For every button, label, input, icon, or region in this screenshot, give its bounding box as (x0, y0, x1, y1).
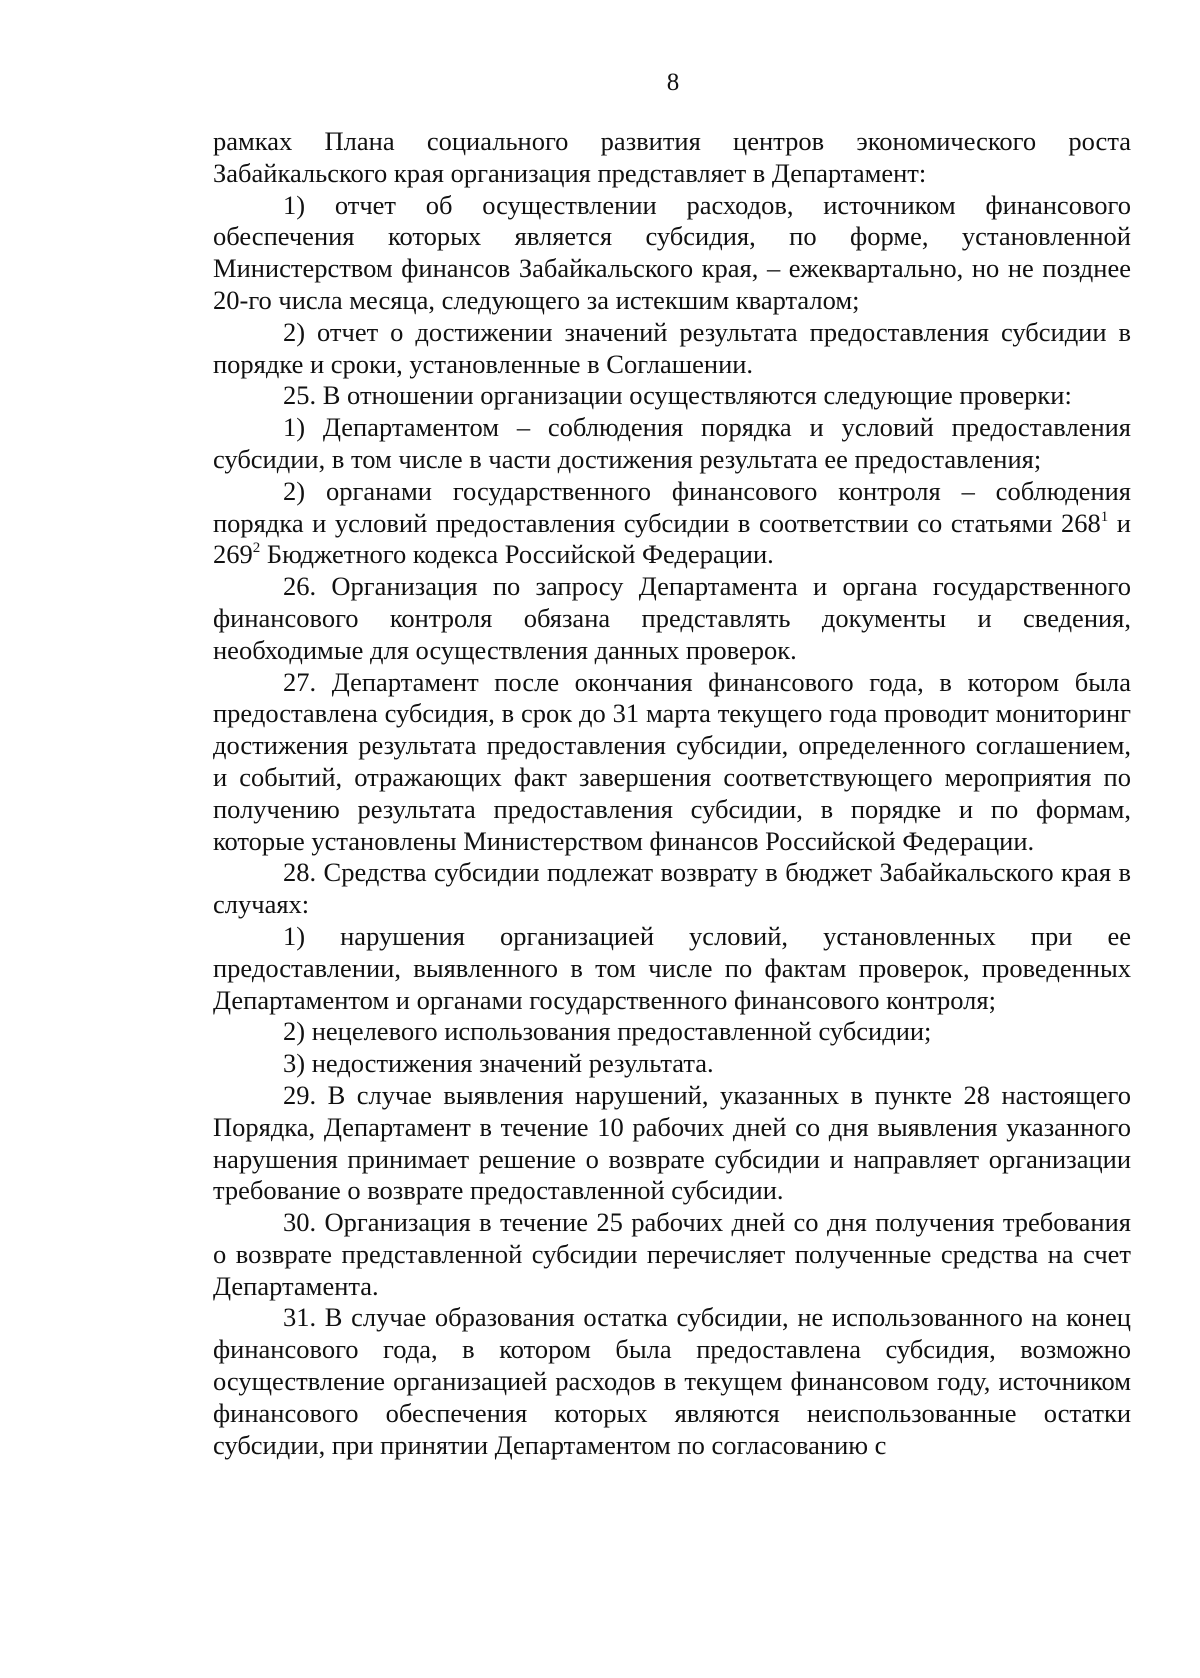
paragraph-25: 25. В отношении организации осуществляются следующие проверки: (283, 380, 1072, 411)
paragraph-25-item-1: 1) Департаментом – соблюдения порядка и условий предоставления субсидии, в том числе в части достижения результата ее предоставления; (213, 412, 1131, 474)
paragraph-28-item-3: 3) недостижения значений результата. (283, 1048, 714, 1079)
paragraph-28-item-2: 2) нецелевого использования предоставленной субсидии; (283, 1016, 932, 1047)
superscript-1: 1 (1100, 508, 1109, 525)
paragraph-intro: рамках Плана социального развития центров экономического роста Забайкальского края организация представляет в Департамент: (213, 126, 1131, 188)
paragraph-25-item-2-tail: Бюджетного кодекса Российской Федерации. (260, 539, 774, 570)
paragraph-25-item-2-text: 2) органами государственного финансового контроля – соблюдения порядка и условий предоставления субсидии в соответствии со статьями 268 (213, 475, 1131, 538)
paragraph-30: 30. Организация в течение 25 рабочих дней со дня получения требования о возврате представленной субсидии перечисляет полученные средства на счет Департамента. (213, 1207, 1131, 1301)
page-number: 8 (666, 69, 680, 96)
paragraph-25-item-2-mid: и 269 (213, 507, 1131, 570)
paragraph-26: 26. Организация по запросу Департамента и органа государственного финансового контроля обязана представлять документы и сведения, необходимые для осуществления данных проверок. (213, 571, 1131, 665)
paragraph-28: 28. Средства субсидии подлежат возврату в бюджет Забайкальского края в случаях: (213, 857, 1131, 920)
paragraph-31: 31. В случае образования остатка субсидии, не использованного на конец финансового года, в котором была предоставлена субсидия, возможно осуществление организацией расходов в текущем финансовом году, источником финансового обеспечения которых являются неиспользованные остатки субсидии, при принятии Департаментом по согласованию с (213, 1302, 1131, 1460)
paragraph-25-item-2 (213, 476, 1131, 571)
paragraph-item-1-report: 1) отчет об осуществлении расходов, источником финансового обеспечения которых является субсидия, по форме, установленной Министерством финансов Забайкальского края, – ежеквартально, но не позднее 20-го числа месяца, следующего за истекшим кварталом; (213, 189, 1131, 315)
paragraph-27: 27. Департамент после окончания финансового года, в котором была предоставлена субсидия, в срок до 31 марта текущего года проводит мониторинг достижения результата предоставления субсидии, определенного соглашением, и событий, отражающих факт завершения соответствующего мероприятия по получению результата предоставления субсидии, в порядке и по формам, которые установлены Министерством финансов Российской Федерации. (213, 666, 1131, 856)
paragraph-29: 29. В случае выявления нарушений, указанных в пункте 28 настоящего Порядка, Департамент в течение 10 рабочих дней со дня выявления указанного нарушения принимает решение о возврате субсидии и направляет организации требование о возврате предоставленной субсидии. (213, 1079, 1131, 1206)
document-body (213, 126, 1131, 1461)
paragraph-28-item-1: 1) нарушения организацией условий, установленных при ее предоставлении, выявленного в том числе по фактам проверок, проведенных Департаментом и органами государственного финансового контроля; (213, 920, 1131, 1015)
paragraph-item-2-report: 2) отчет о достижении значений результата предоставления субсидии в порядке и сроки, установленные в Соглашении. (213, 316, 1131, 379)
superscript-2: 2 (252, 540, 261, 557)
